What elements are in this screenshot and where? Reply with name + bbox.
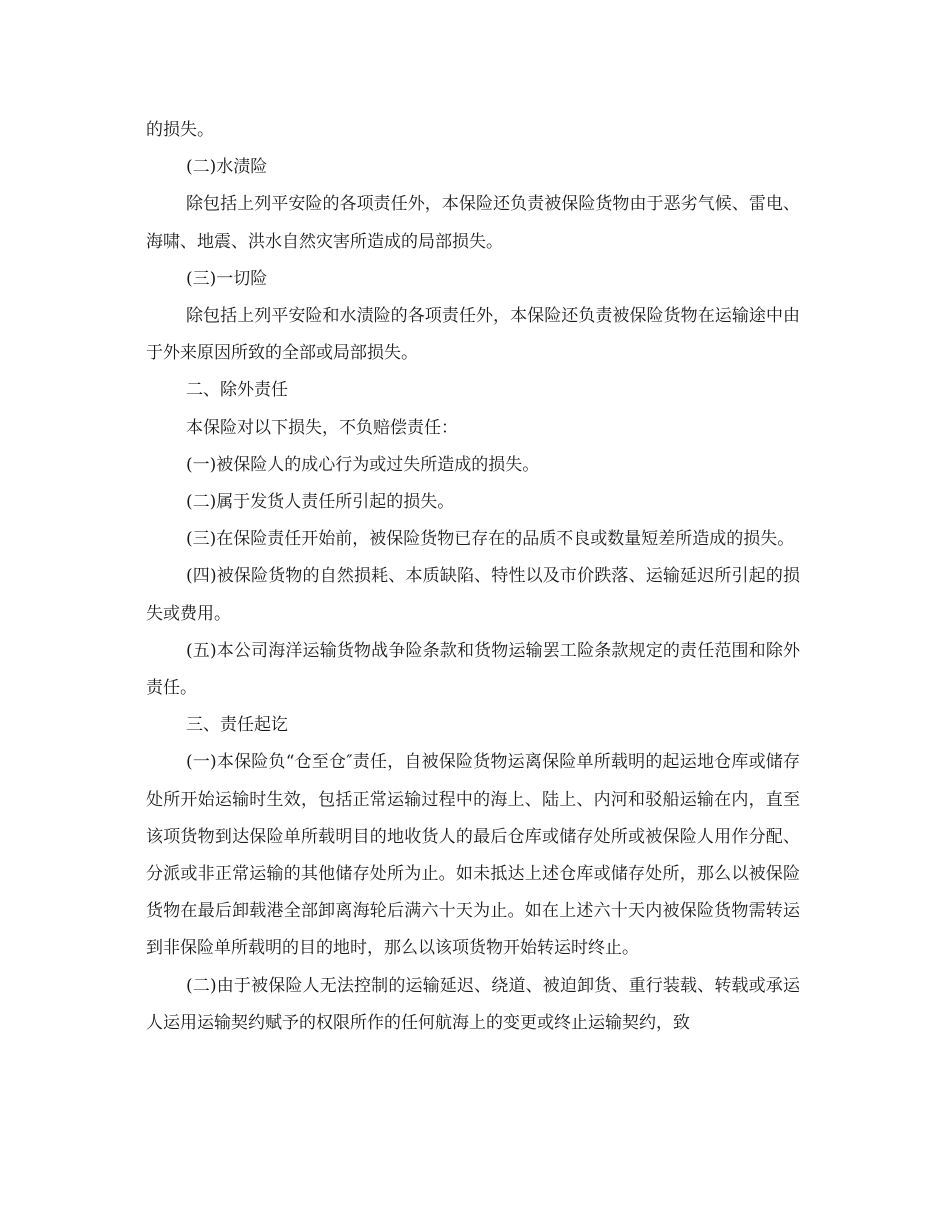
paragraph-loss-continued: 的损失。 [146,120,214,140]
heading-all-risks: (三)一切险 [186,268,268,289]
exclusion-item-3: (三)在保险责任开始前，被保险货物已存在的品质不良或数量短差所造成的损失。 [186,529,795,550]
section-heading-exclusions: 二、除外责任 [186,380,288,401]
document-body [146,112,800,1042]
exclusion-item-4: (四)被保险货物的自然损耗、本质缺陷、特性以及市价跌落、运输延迟所引起的损失或费用。 [146,566,800,624]
paragraph-all-risks-coverage: 除包括上列平安险和水渍险的各项责任外，本保险还负责被保险货物在运输途中由于外来原因所致的全部或局部损失。 [146,306,800,364]
coverage-period-item-2: (二)由于被保险人无法控制的运输延迟、绕道、被迫卸货、重行装载、转载或承运人运用运输契约赋予的权限所作的任何航海上的变更或终止运输契约，致 [146,975,800,1033]
exclusion-item-2: (二)属于发货人责任所引起的损失。 [186,492,455,513]
exclusion-item-1: (一)被保险人的成心行为或过失所造成的损失。 [186,454,540,475]
exclusion-item-5: (五)本公司海洋运输货物战争险条款和货物运输罢工险条款规定的责任范围和除外责任。 [146,640,800,699]
coverage-period-item-1: (一)本保险负“仓至仓″责任，自被保险货物运离保险单所载明的起运地仓库或储存处所开始运输时生效，包括正常运输过程中的海上、陆上、内河和驳船运输在内，直至该项货物到达保险单所载明目的地收货人的最后仓库或储存处所或被保险人用作分配、分派或非正常运输的其他储存处所为止。如未抵达上述仓库或储存处所，那么以被保险货物在最后卸载港全部卸离海轮后满六十天为止。如在上述六十天内被保险货物需转运到非保险单所载明的目的地时，那么以该项货物开始转运时终止。 [146,752,800,959]
paragraph-exclusions-intro: 本保险对以下损失，不负赔偿责任： [186,417,458,438]
section-heading-coverage-period: 三、责任起讫 [186,715,288,736]
heading-water-damage-insurance: (二)水渍险 [186,157,268,178]
paragraph-water-damage-coverage: 除包括上列平安险的各项责任外，本保险还负责被保险货物由于恶劣气候、雷电、海啸、地震、洪水自然灾害所造成的局部损失。 [146,194,800,252]
